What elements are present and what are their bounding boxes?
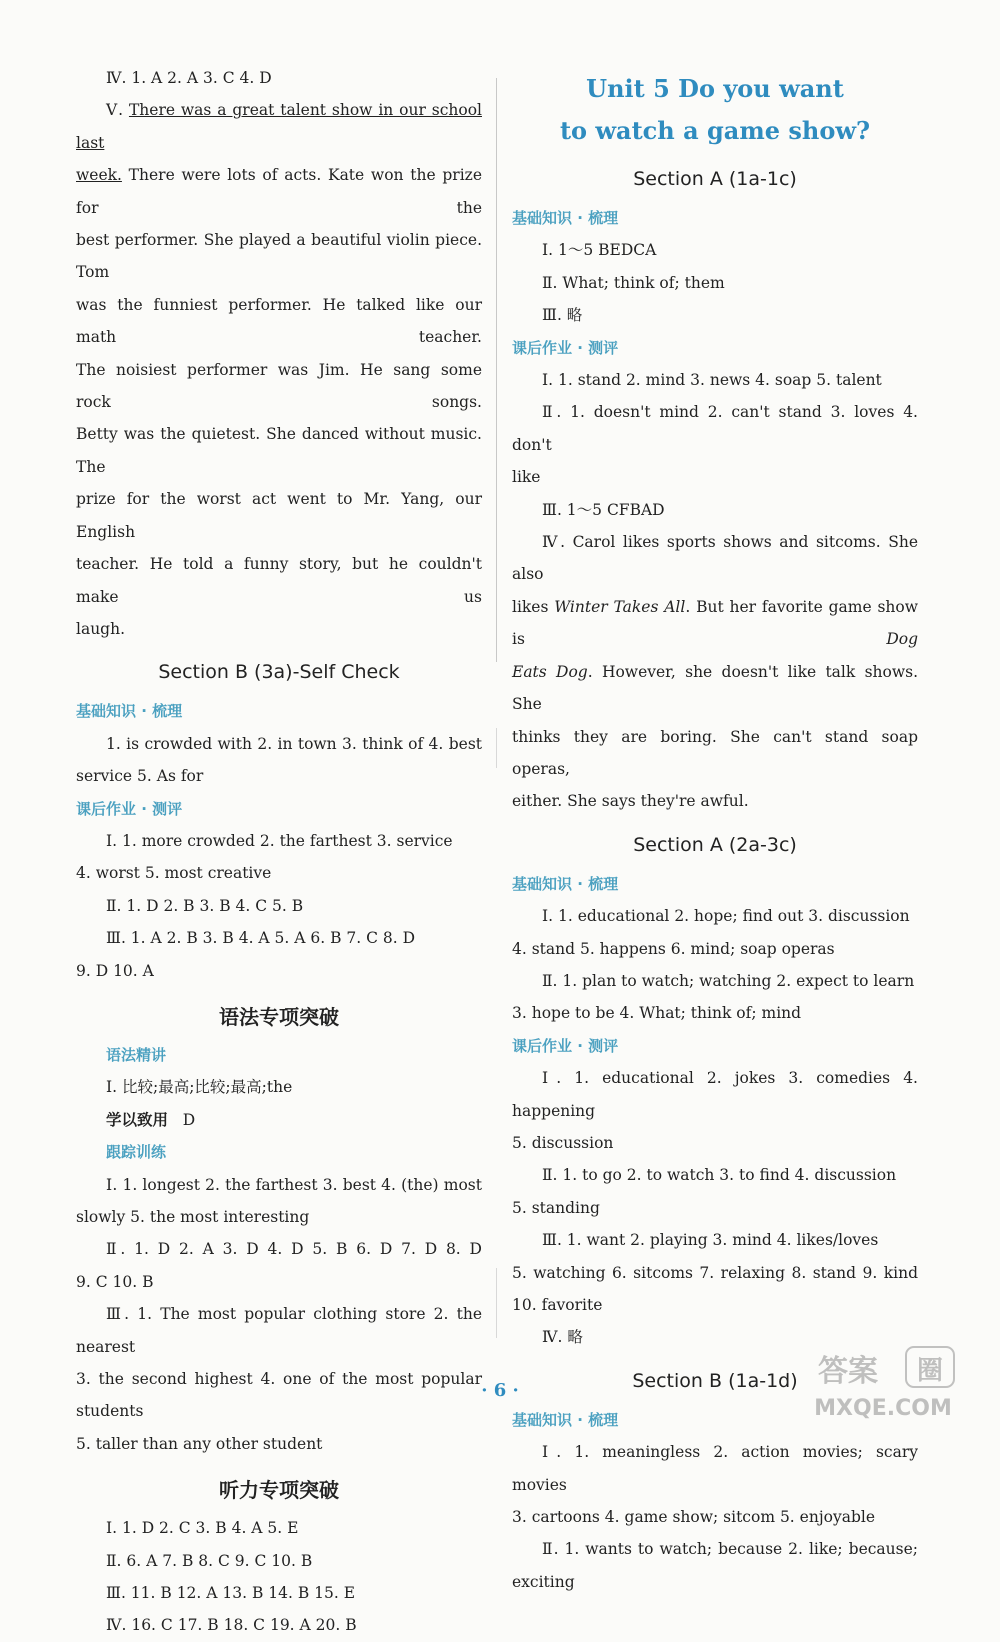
answer-line: Ⅳ. 略 xyxy=(542,1328,583,1347)
answer-line: like xyxy=(512,468,541,487)
unit-title: to watch a game show? xyxy=(559,116,871,145)
answer-line: Ⅱ. 1. wants to watch; because 2. like; because; exciting xyxy=(512,1540,918,1591)
answer-line: Ⅰ. 比较;最高;比较;最高;the xyxy=(106,1078,293,1097)
answer-line: Ⅱ. 1. to go 2. to watch 3. to find 4. discussion xyxy=(542,1166,897,1185)
section-title: Section B (1a-1d) xyxy=(632,1369,798,1392)
page-number: · 6 · xyxy=(481,1380,519,1401)
answer-line: Ⅲ. 1. want 2. playing 3. mind 4. likes/loves xyxy=(542,1231,879,1250)
passage-line: Eats Dog. However, she doesn't like talk shows. She xyxy=(512,662,918,714)
answer-line: Ⅲ. 1～5 CFBAD xyxy=(542,500,665,519)
section-title: 听力专项突破 xyxy=(219,1478,339,1503)
section-tag: 基础知识 · 梳理 xyxy=(512,1410,619,1429)
passage-line: either. She says they're awful. xyxy=(512,792,749,811)
underlined-text: There was a great talent show in our school last xyxy=(76,101,482,152)
unit-title: Unit 5 Do you want xyxy=(586,74,844,103)
answer-line: Ⅳ. 1. A 2. A 3. C 4. D xyxy=(106,69,272,87)
answer-line: Ⅱ. 1. plan to watch; watching 2. expect to learn xyxy=(542,971,915,990)
answer-line: Ⅳ. 16. C 17. B 18. C 19. A 20. B xyxy=(106,1616,357,1635)
answer-line: 3. the second highest 4. one of the most popular students xyxy=(76,1370,482,1421)
answer-line: Ⅲ. 略 xyxy=(542,306,583,325)
apply-label: 学以致用 xyxy=(106,1109,169,1129)
section-title: Section B (3a)-Self Check xyxy=(158,661,400,684)
passage-line: Ⅴ. There was a great talent show in our school last xyxy=(76,101,482,152)
answer-line: 10. favorite xyxy=(512,1296,603,1314)
answer-line: 5. discussion xyxy=(512,1133,614,1152)
column-divider xyxy=(496,78,497,662)
passage-line: Betty was the quietest. She danced without music. The xyxy=(76,425,482,476)
answer-line: Ⅱ. 6. A 7. B 8. C 9. C 10. B xyxy=(106,1551,313,1570)
passage-line: likes Winter Takes All. But her favorite game show is Dog xyxy=(512,597,918,649)
answer-line: Ⅰ. 1. meaningless 2. action movies; scary movies xyxy=(512,1443,918,1494)
answer-line: Ⅲ. 1. The most popular clothing store 2. the nearest xyxy=(76,1305,482,1356)
answer-line: 9. C 10. B xyxy=(76,1272,154,1291)
answer-line: 5. standing xyxy=(512,1198,600,1217)
answer-line: 4. worst 5. most creative xyxy=(76,864,272,883)
section-tag: 基础知识 · 梳理 xyxy=(76,702,183,721)
section-tag: 课后作业 · 测评 xyxy=(512,1036,619,1055)
section-tag: 基础知识 · 梳理 xyxy=(512,874,619,893)
section-tag: 课后作业 · 测评 xyxy=(512,338,619,357)
answer-line: slowly 5. the most interesting xyxy=(76,1208,310,1226)
passage-line: The noisiest performer was Jim. He sang some rock songs. xyxy=(76,360,482,412)
answer-line: Ⅰ. 1. longest 2. the farthest 3. best 4. (the) most xyxy=(106,1175,482,1194)
passage-line: Ⅳ. Carol likes sports shows and sitcoms. She also xyxy=(512,533,918,584)
passage-line: laugh. xyxy=(76,619,126,638)
answer-line: Ⅱ. What; think of; them xyxy=(542,273,725,292)
column-divider xyxy=(496,1268,497,1338)
answer-line: 5. taller than any other student xyxy=(76,1434,323,1453)
passage-line: thinks they are boring. She can't stand soap operas, xyxy=(512,727,918,778)
section-tag: 跟踪训练 xyxy=(106,1143,167,1162)
answer-line: Ⅰ. 1. educational 2. hope; find out 3. discussion xyxy=(542,907,910,926)
section-title: 语法专项突破 xyxy=(219,1004,339,1029)
svg-text:答案: 答案 xyxy=(818,1354,878,1389)
svg-text:MXQE.COM: MXQE.COM xyxy=(814,1396,952,1421)
answer-line: 1. is crowded with 2. in town 3. think of 4. best xyxy=(106,734,482,753)
answer-line: Ⅰ. 1. D 2. C 3. B 4. A 5. E xyxy=(106,1519,299,1538)
section-tag: 课后作业 · 测评 xyxy=(76,799,183,818)
answer-line: 3. cartoons 4. game show; sitcom 5. enjoyable xyxy=(512,1508,876,1527)
answer-line: service 5. As for xyxy=(76,767,204,786)
answer-line: Ⅱ. 1. D 2. B 3. B 4. C 5. B xyxy=(106,896,304,915)
answer-line: Ⅱ. 1. doesn't mind 2. can't stand 3. loves 4. don't xyxy=(512,403,918,454)
left-column xyxy=(76,62,482,1642)
answer-line: Ⅲ. 1. A 2. B 3. B 4. A 5. A 6. B 7. C 8. D xyxy=(106,929,416,948)
answer-line: Ⅱ. 1. D 2. A 3. D 4. D 5. B 6. D 7. D 8. D xyxy=(106,1240,482,1259)
answer-line xyxy=(76,1104,482,1136)
passage-line: teacher. He told a funny story, but he couldn't make us xyxy=(76,555,482,606)
answer-line: Ⅰ. 1. educational 2. jokes 3. comedies 4. happening xyxy=(512,1069,918,1120)
passage-line: prize for the worst act went to Mr. Yang, our English xyxy=(76,490,482,541)
answer-line: 4. stand 5. happens 6. mind; soap operas xyxy=(512,939,835,958)
section-title: Section A (2a-3c) xyxy=(633,833,797,856)
answer-line: 9. D 10. A xyxy=(76,961,154,980)
section-title: Section A (1a-1c) xyxy=(633,168,797,190)
answer-line: Ⅲ. 11. B 12. A 13. B 14. B 15. E xyxy=(106,1584,356,1603)
apply-answer: D xyxy=(182,1110,196,1129)
answer-line: Ⅰ. 1. more crowded 2. the farthest 3. service xyxy=(106,831,453,850)
answer-line: 5. watching 6. sitcoms 7. relaxing 8. stand 9. kind xyxy=(512,1263,918,1282)
answer-line: Ⅰ. 1. stand 2. mind 3. news 4. soap 5. talent xyxy=(542,371,882,390)
watermark-logo xyxy=(788,1343,978,1423)
underlined-text: week. xyxy=(76,166,122,185)
column-divider xyxy=(496,728,497,768)
svg-text:圈: 圈 xyxy=(916,1356,944,1386)
passage-line: best performer. She played a beautiful violin piece. Tom xyxy=(76,231,482,282)
passage-line: was the funniest performer. He talked like our math teacher. xyxy=(76,295,482,347)
answer-line: 3. hope to be 4. What; think of; mind xyxy=(512,1004,802,1023)
section-tag: 语法精讲 xyxy=(106,1045,167,1064)
section-tag: 基础知识 · 梳理 xyxy=(512,209,619,227)
answer-line: Ⅰ. 1～5 BEDCA xyxy=(542,241,657,260)
passage-line: week. There were lots of acts. Kate won the prize for the xyxy=(76,166,482,217)
